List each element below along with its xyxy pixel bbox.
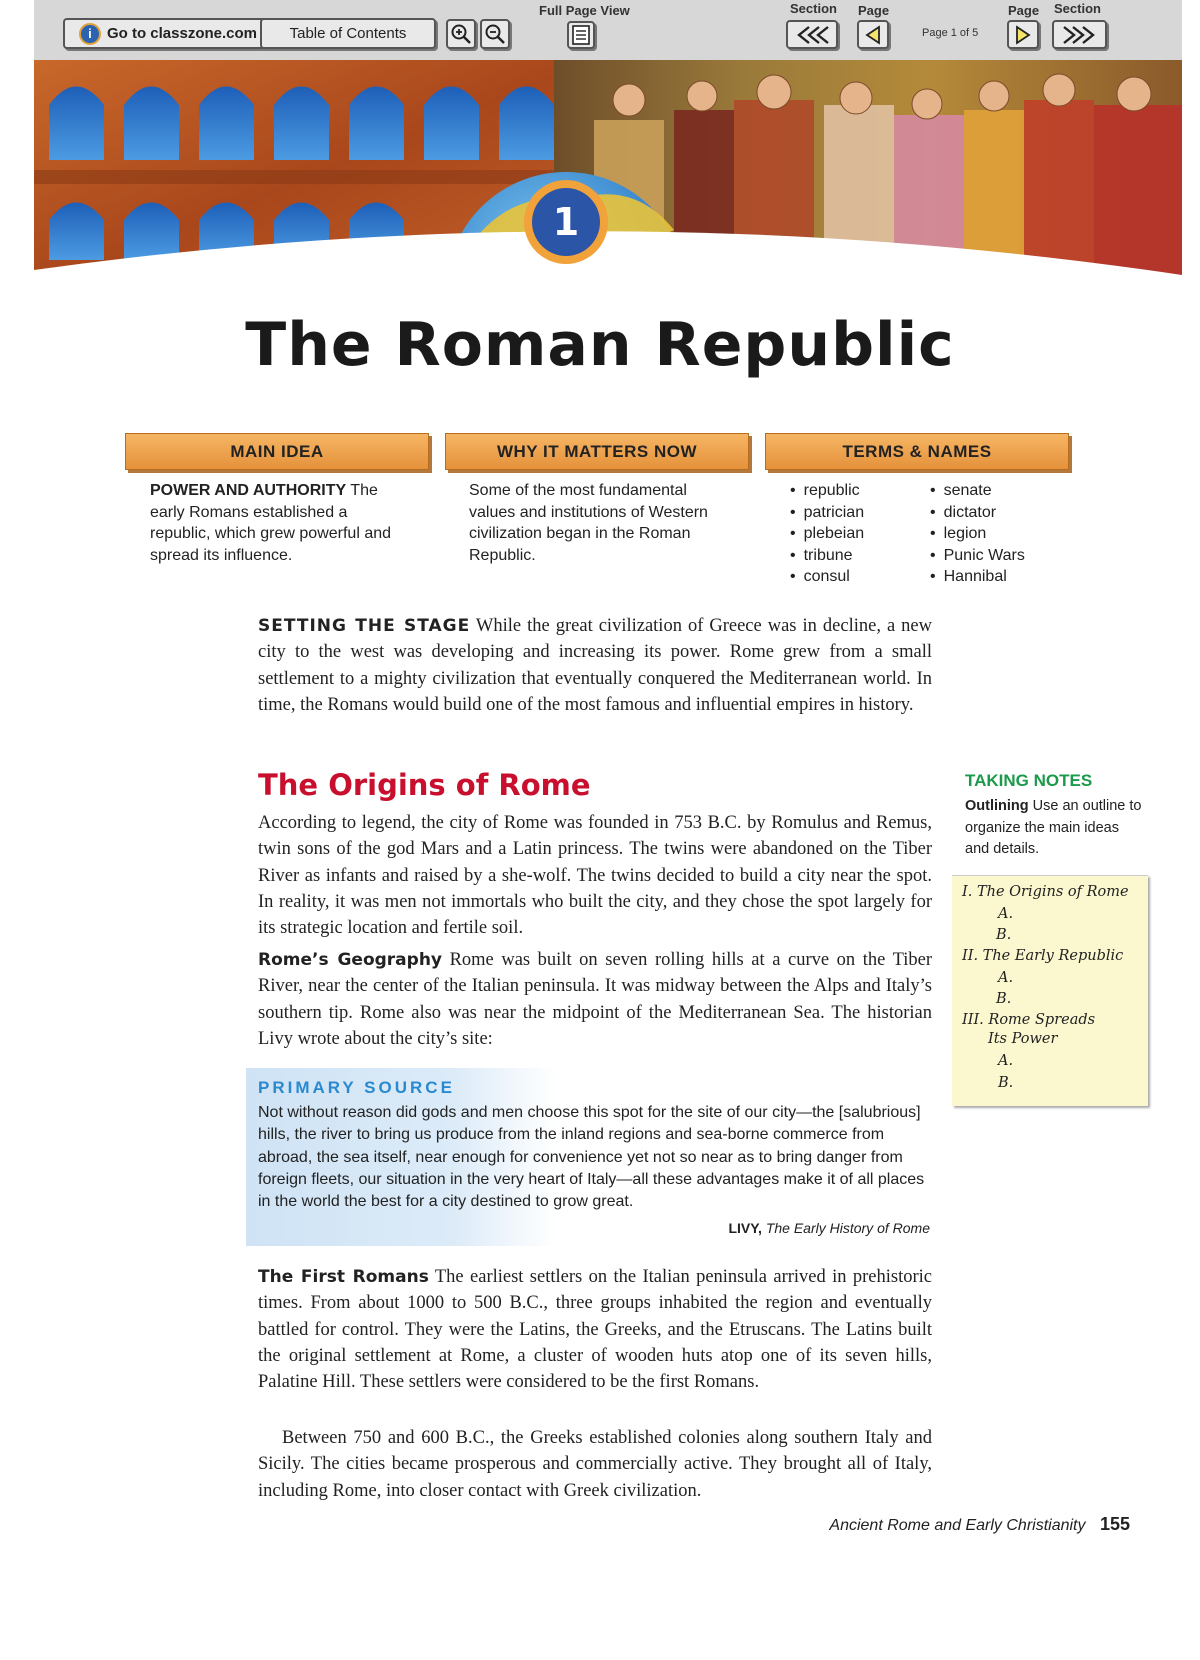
classzone-logo-icon: i xyxy=(79,23,101,45)
page-indicator: Page 1 of 5 xyxy=(922,27,979,39)
first-romans-text: The earliest settlers on the Italian peninsula arrived in prehistoric times. From about 1000 to 500 B.C., three groups inhabited the region and eventually battled for control. They were the Latins, the Greeks, and the Etruscans. The Latins built the original settlement at Rome, a cluster of wooden huts atop one of its seven hills, Palatine Hill. These settlers were considered to be the first Romans. xyxy=(258,1267,933,1393)
banner-image xyxy=(34,60,1182,290)
term-item: • Hannibal xyxy=(930,566,1025,588)
term-item: • senate xyxy=(930,480,1025,502)
citation-work: The Early History of Rome xyxy=(765,1220,930,1236)
term-item: • tribune xyxy=(790,545,864,567)
section-label-left: Section xyxy=(790,1,837,16)
term-item: • legion xyxy=(930,523,1025,545)
main-idea-text xyxy=(150,480,400,566)
taking-notes-header: TAKING NOTES xyxy=(965,771,1093,790)
paragraph-text: Between 750 and 600 B.C., the Greeks established colonies along southern Italy and Sicily. The cities became prosperous and commercially active. They brought all of Italy, including Rome, into closer contact with Greek civilization. xyxy=(258,1428,932,1501)
outline-item: III. Rome Spreads xyxy=(962,1012,1096,1028)
main-idea-body: The early Romans established a republic, which grew powerful and spread its influence. xyxy=(150,482,392,564)
term-item: • plebeian xyxy=(790,523,864,545)
main-idea-lead: POWER AND AUTHORITY xyxy=(150,482,347,499)
taking-notes-instructions xyxy=(965,796,1145,861)
section-label-right: Section xyxy=(1054,1,1101,16)
taking-notes-text: Use an outline to organize the main ideas and details. xyxy=(965,798,1142,857)
outline-subitem: A. xyxy=(998,906,1014,922)
outline-subitem: B. xyxy=(996,991,1012,1007)
outline-subitem: A. xyxy=(998,1053,1014,1069)
full-page-view-label: Full Page View xyxy=(539,3,630,18)
terms-list-left xyxy=(790,480,864,588)
outline-sticky-note xyxy=(952,875,1148,1106)
main-idea-header: MAIN IDEA xyxy=(125,433,429,470)
zoom-out-icon xyxy=(484,23,506,45)
term-item: • Punic Wars xyxy=(930,545,1025,567)
toc-label: Table of Contents xyxy=(289,25,407,42)
outline-subitem: B. xyxy=(998,1075,1014,1091)
arrow-left-icon xyxy=(864,25,882,45)
section-number: 1 xyxy=(552,200,580,244)
next-page-button[interactable] xyxy=(1007,20,1039,49)
setting-stage-text: While the great civilization of Greece was in decline, a new city to the west was developing and increasing its power. Rome grew from a small settlement to a mighty civilization that eventually conquered the Mediterranean world. In time, the Romans would build one of the most famous and influential empires in history. xyxy=(258,616,933,715)
first-romans-runin: The First Romans xyxy=(258,1267,429,1287)
outline-item: I. The Origins of Rome xyxy=(962,884,1129,900)
term-item: • consul xyxy=(790,566,864,588)
section-heading: The Origins of Rome xyxy=(258,768,591,802)
double-arrow-left-icon xyxy=(795,25,829,45)
chapter-banner xyxy=(34,60,1182,290)
paragraph-greek-colonies xyxy=(258,1425,932,1504)
page-label-right: Page xyxy=(1008,3,1040,18)
terms-names-header: TERMS & NAMES xyxy=(765,433,1069,470)
zoom-in-icon xyxy=(450,23,472,45)
outline-subitem: B. xyxy=(996,927,1012,943)
paragraph-origins xyxy=(258,810,932,941)
term-item: • dictator xyxy=(930,502,1025,524)
setting-the-stage xyxy=(258,613,932,718)
zoom-out-button[interactable] xyxy=(480,19,510,49)
term-item: • patrician xyxy=(790,502,864,524)
paragraph-text: According to legend, the city of Rome was founded in 753 B.C. by Romulus and Remus, twin sons of the god Mars and a Latin princess. The twins were abandoned on the Tiber River as infants and raised by a she-wolf. The twins decided to build a city near the spot. In reality, it was men not immortals who built the city, and they chose the spot largely for its strategic location and fertile soil. xyxy=(258,813,932,939)
geography-text: Rome was built on seven rolling hills at a curve on the Tiber River, near the center of the Italian peninsula. It was midway between the Alps and Italy’s southern tip. Rome also was near the midpoint of the Mediterranean Sea. The historian Livy wrote about the city’s site: xyxy=(258,950,932,1049)
table-of-contents-button[interactable] xyxy=(260,18,436,49)
double-arrow-right-icon xyxy=(1063,25,1097,45)
geography-runin: Rome’s Geography xyxy=(258,950,442,970)
book-title: Ancient Rome and Early Christianity xyxy=(829,1517,1086,1534)
page-title: The Roman Republic xyxy=(245,310,955,380)
classzone-label: Go to classzone.com xyxy=(106,25,258,42)
primary-source-box xyxy=(246,1068,936,1246)
why-it-matters-header: WHY IT MATTERS NOW xyxy=(445,433,749,470)
setting-stage-lead: SETTING THE STAGE xyxy=(258,616,471,636)
outline-item-continued: Its Power xyxy=(988,1031,1058,1047)
full-page-view-button[interactable] xyxy=(567,21,595,49)
citation-author: LIVY, xyxy=(728,1220,762,1236)
primary-source-citation xyxy=(728,1220,930,1236)
outline-item: II. The Early Republic xyxy=(962,948,1124,964)
primary-source-quote: Not without reason did gods and men choose this spot for the site of our city—the [salubrious] hills, the river to bring us produce from the inland regions and sea-borne commerce from abroad, the sea itself, near enough for convenience yet not so near as to bring danger from foreign fleets, our situation in the very heart of Italy—all these advantages make it of all places in the world the best for a city destined to grow great. xyxy=(258,1104,925,1211)
previous-page-button[interactable] xyxy=(857,20,889,49)
classzone-button[interactable] xyxy=(63,18,273,49)
arrow-right-icon xyxy=(1014,25,1032,45)
paragraph-geography xyxy=(258,947,932,1052)
why-it-matters-text: Some of the most fundamental values and institutions of Western civilization began in the Roman Republic. xyxy=(469,482,708,564)
page-number: 155 xyxy=(1099,1514,1130,1534)
navigation-toolbar xyxy=(34,0,1182,61)
term-item: • republic xyxy=(790,480,864,502)
outline-subitem: A. xyxy=(998,970,1014,986)
page-footer xyxy=(829,1514,1130,1535)
terms-list-right xyxy=(930,480,1025,588)
primary-source-header: PRIMARY SOURCE xyxy=(258,1078,455,1097)
page-label-left: Page xyxy=(858,3,890,18)
zoom-in-button[interactable] xyxy=(446,19,476,49)
taking-notes-lead: Outlining xyxy=(965,798,1029,814)
next-section-button[interactable] xyxy=(1052,20,1107,49)
previous-section-button[interactable] xyxy=(786,20,838,49)
page-view-icon xyxy=(572,25,590,45)
paragraph-first-romans xyxy=(258,1264,932,1395)
